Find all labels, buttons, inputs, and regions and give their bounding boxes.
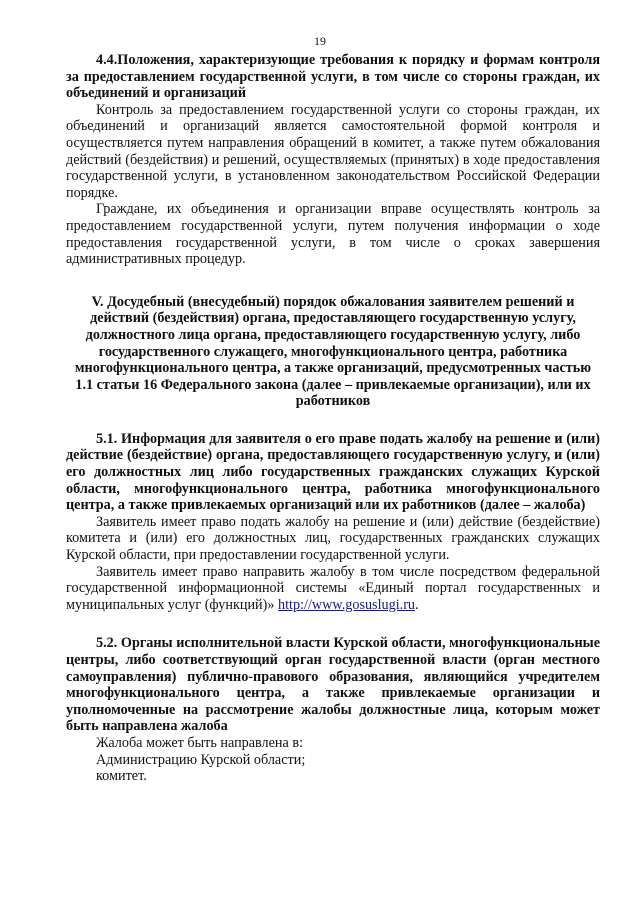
list-item: Администрацию Курской области; — [96, 751, 306, 768]
section-5-1-paragraph-2 — [66, 564, 600, 614]
gosuslugi-link[interactable]: http://www.gosuslugi.ru — [278, 596, 416, 613]
section-5-1-paragraph-1: Заявитель имеет право подать жалобу на решение и (или) действие (бездействие) комитета и (или) его должностных лиц, государственных гражданских служащих Курской области, при предоставлении государственной услуги. — [66, 513, 600, 564]
section-5-1-heading: 5.1. Информация для заявителя о его праве подать жалобу на решение и (или) действие (бездействие) органа, предоставляющего государственную услугу, и (или) его должностных лиц либо государственных гражданских служащих Курской области, многофункционального центра, работника многофункционального центра, а также привлекаемых организаций или их работников (далее – жалоба) — [66, 430, 600, 514]
section-5-2-intro: Жалоба может быть направлена в: — [96, 734, 304, 751]
section-4-4-paragraph-1: Контроль за предоставлением государственной услуги со стороны граждан, их объединений и организаций является самостоятельной формой контроля и осуществляется путем направления обращений в комитет, а также путем обжалования действий (бездействия) и решений, осуществляемых (принятых) в ходе предоставления государственной услуги, в установленном законодательством Российской Федерации порядке. — [66, 101, 600, 201]
section-4-4-paragraph-2: Граждане, их объединения и организации вправе осуществлять контроль за предоставлением государственной услуги, путем получения информации о ходе предоставления государственной услуги, в том числе о сроках завершения административных процедур. — [66, 201, 600, 268]
document-body — [66, 52, 600, 785]
section-5-1-paragraph-2-end: . — [415, 596, 419, 613]
section-5-heading: V. Досудебный (внесудебный) порядок обжалования заявителем решений и действий (бездействия) органа, предоставляющего государственную услугу, должностного лица органа, предоставляющего государственную услугу, либо государственного служащего, многофункционального центра, работника многофункционального центра, а также организаций, предусмотренных частью 1.1 статьи 16 Федерального закона (далее – привлекаемые организации), или их работников — [74, 293, 592, 410]
page-number: 19 — [314, 34, 326, 48]
section-5-1-paragraph-2-text: Заявитель имеет право направить жалобу в том числе посредством федеральной государственной информационной системы «Единый портал государственных и муниципальных услуг (функций)» — [66, 563, 600, 613]
section-5-2-heading: 5.2. Органы исполнительной власти Курской области, многофункциональные центры, либо соответствующий орган государственной власти (орган местного самоуправления) публично-правового образования, являющийся учредителем многофункционального центра, а также привлекаемые организации и уполномоченные на рассмотрение жалобы должностные лица, которым может быть направлена жалоба — [66, 635, 600, 735]
list-item: комитет. — [96, 768, 147, 785]
section-4-4-heading: 4.4.Положения, характеризующие требования к порядку и формам контроля за предоставлением государственной услуги, в том числе со стороны граждан, их объединений и организаций — [66, 52, 600, 102]
